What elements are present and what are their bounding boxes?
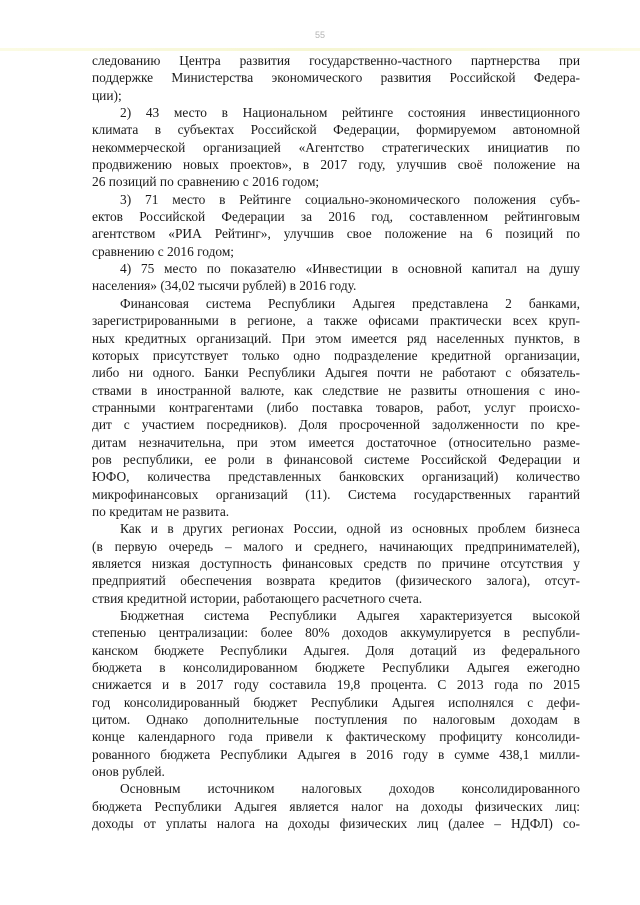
text-line: по кредитам не развита. (92, 503, 230, 519)
text-line: степенью централизации: более 80% доходов аккумулируется в республи- (92, 625, 580, 641)
text-line: 4) 75 место по показателю «Инвестиции в основной капитал на душу (120, 261, 580, 277)
text-line: агентством «РИА Рейтинг», улучшив свое положение на 6 позиций по (92, 226, 580, 242)
page-number: 55 (314, 30, 325, 40)
text-line: поддержке Министерства экономического развития Российской Федера- (92, 70, 580, 86)
text-line: является низкая доступность финансовых средств по причине отсутствия у (92, 555, 580, 571)
text-line: снижается и в 2017 году составила 19,8 процента. С 2013 года по 2015 (92, 677, 580, 693)
text-line: микрофинансовых организаций (11). Система государственных гарантий (92, 486, 580, 502)
text-line: либо ни одного. Банки Республики Адыгея почти не работают с обязатель- (92, 365, 580, 381)
text-line: дит с участием посредников). Доля просроченной задолженности по кре- (92, 417, 580, 433)
text-line: ЮФО, количества представленных банковских организаций) количество (92, 469, 580, 485)
text-line: цитом. Однако дополнительные поступления по налоговым доходам в (92, 712, 580, 728)
header-stripe (0, 48, 640, 51)
text-line: следованию Центра развития государственно-частного партнерства при (92, 53, 580, 68)
text-line: 26 позиций по сравнению с 2016 годом; (92, 174, 320, 190)
text-line: Бюджетная система Республики Адыгея характеризуется высокой (120, 608, 580, 623)
text-line: рованного бюджета Республики Адыгея в 2016 году в сумме 438,1 милли- (92, 746, 580, 762)
text-line: странными контрагентами (либо поставка товаров, работ, услуг происхо- (92, 399, 580, 415)
text-line: ствия кредитной истории, работающего расчетного счета. (92, 590, 423, 606)
text-line: Как и в других регионах России, одной из основных проблем бизнеса (120, 521, 580, 537)
text-line: канском бюджете Республики Адыгея. Доля дотаций из федерального (92, 642, 580, 658)
text-line: продвижению новых проектов», в 2017 году, улучшив своё положение на (92, 157, 580, 173)
text-line: год консолидированный бюджет Республики Адыгея исполнялся с дефи- (92, 694, 580, 710)
text-line: конце календарного года привели к фактическому профициту консолиди- (92, 729, 580, 745)
text-line: ции); (92, 87, 122, 103)
text-line: сравнению с 2016 годом; (92, 243, 235, 259)
text-line: 2) 43 место в Национальном рейтинге состояния инвестиционного (120, 105, 580, 121)
text-line: 3) 71 место в Рейтинге социально-экономического положения субъ- (120, 191, 580, 207)
text-line: Основным источником налоговых доходов консолидированного (120, 781, 580, 797)
text-line: зарегистрированными в регионе, а также офисами практически всех круп- (92, 313, 580, 329)
text-line: которых присутствует только одно подразделение кредитной организации, (92, 347, 580, 363)
text-line: онов рублей. (92, 764, 165, 780)
text-line: бюджета в консолидированном бюджете Республики Адыгея ежегодно (92, 660, 580, 676)
text-line: Финансовая система Республики Адыгея представлена 2 банками, (120, 295, 580, 311)
text-line: бюджета Республики Адыгея является налог на доходы физических лиц: (92, 798, 580, 814)
text-line: ных кредитных организаций. При этом имеется ряд населенных пунктов, в (92, 330, 580, 346)
text-line: некоммерческой организацией «Агентство стратегических инициатив по (92, 139, 580, 155)
document-body (92, 52, 580, 832)
text-line: дитам незначительна, при этом имеется достаточное (относительно разме- (92, 434, 580, 450)
text-line: (в первую очередь – малого и среднего, начинающих предпринимателей), (92, 538, 580, 554)
text-line: ектов Российской Федерации за 2016 год, составленном рейтинговым (92, 209, 580, 225)
text-line: населения» (34,02 тысячи рублей) в 2016 году. (92, 278, 357, 294)
text-line: доходы от уплаты налога на доходы физических лиц (далее – НДФЛ) со- (92, 816, 580, 832)
text-line: ров республики, ее роли в финансовой системе Российской Федерации и (92, 451, 580, 467)
text-line: предприятий обеспечения возврата кредитов (физического залога), отсут- (92, 573, 580, 589)
text-line: климата в субъектах Российской Федерации, формируемом автономной (92, 122, 580, 138)
text-line: ствами в иностранной валюте, как следствие не развиты отношения с ино- (92, 382, 580, 398)
